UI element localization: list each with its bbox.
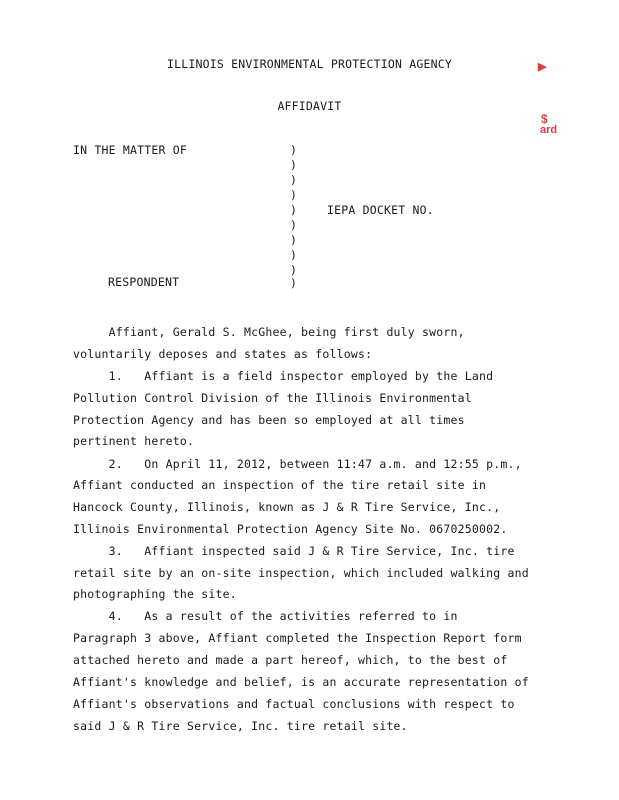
body-line: retail site by an on-site inspection, which included walking and: [73, 566, 529, 580]
document-title: AFFIDAVIT: [277, 99, 342, 113]
in-the-matter-label: IN THE MATTER OF: [73, 143, 187, 157]
body-line: 3. Affiant inspected said J & R Tire Service, Inc. tire: [73, 544, 515, 558]
margin-mark-icon: ard: [540, 124, 558, 136]
caption-paren: ): [290, 233, 297, 247]
caption-paren: ): [290, 263, 297, 277]
body-line: Protection Agency and has been so employed at all times: [73, 413, 465, 427]
caption-paren: ): [290, 276, 297, 290]
caption-paren: ): [290, 248, 297, 262]
body-line: said J & R Tire Service, Inc. tire retail site.: [73, 719, 408, 733]
body-line: pertinent hereto.: [73, 434, 195, 448]
caption-paren: ): [290, 143, 297, 157]
body-line: Paragraph 3 above, Affiant completed the Inspection Report form: [73, 631, 522, 645]
caption-paren: ): [290, 203, 297, 217]
body-line: Hancock County, Illinois, known as J & R Tire Service, Inc.,: [73, 500, 501, 514]
body-line: Illinois Environmental Protection Agency Site No. 0670250002.: [73, 522, 508, 536]
body-line: 2. On April 11, 2012, between 11:47 a.m. and 12:55 p.m.,: [73, 457, 522, 471]
caption-paren: ): [290, 188, 297, 202]
caption-paren: ): [290, 173, 297, 187]
body-line: voluntarily deposes and states as follows:: [73, 347, 373, 361]
caption-paren: ): [290, 158, 297, 172]
body-line: 4. As a result of the activities referred to in: [73, 609, 458, 623]
docket-number-label: IEPA DOCKET NO.: [327, 203, 434, 217]
body-line: Affiant, Gerald S. McGhee, being first duly sworn,: [73, 325, 465, 339]
caption-paren: ): [290, 218, 297, 232]
body-line: photographing the site.: [73, 587, 237, 601]
body-line: attached hereto and made a part hereof, which, to the best of: [73, 653, 508, 667]
body-line: Affiant's observations and factual conclusions with respect to: [73, 697, 515, 711]
body-line: Affiant's knowledge and belief, is an accurate representation of: [73, 675, 529, 689]
body-line: Affiant conducted an inspection of the tire retail site in: [73, 478, 487, 492]
agency-heading: ILLINOIS ENVIRONMENTAL PROTECTION AGENCY: [167, 57, 452, 71]
margin-mark-icon: ▶: [538, 61, 547, 73]
respondent-label: RESPONDENT: [108, 275, 180, 289]
body-line: Pollution Control Division of the Illinois Environmental: [73, 391, 472, 405]
body-line: 1. Affiant is a field inspector employed by the Land: [73, 369, 494, 383]
margin-mark-icon: $: [541, 112, 548, 126]
